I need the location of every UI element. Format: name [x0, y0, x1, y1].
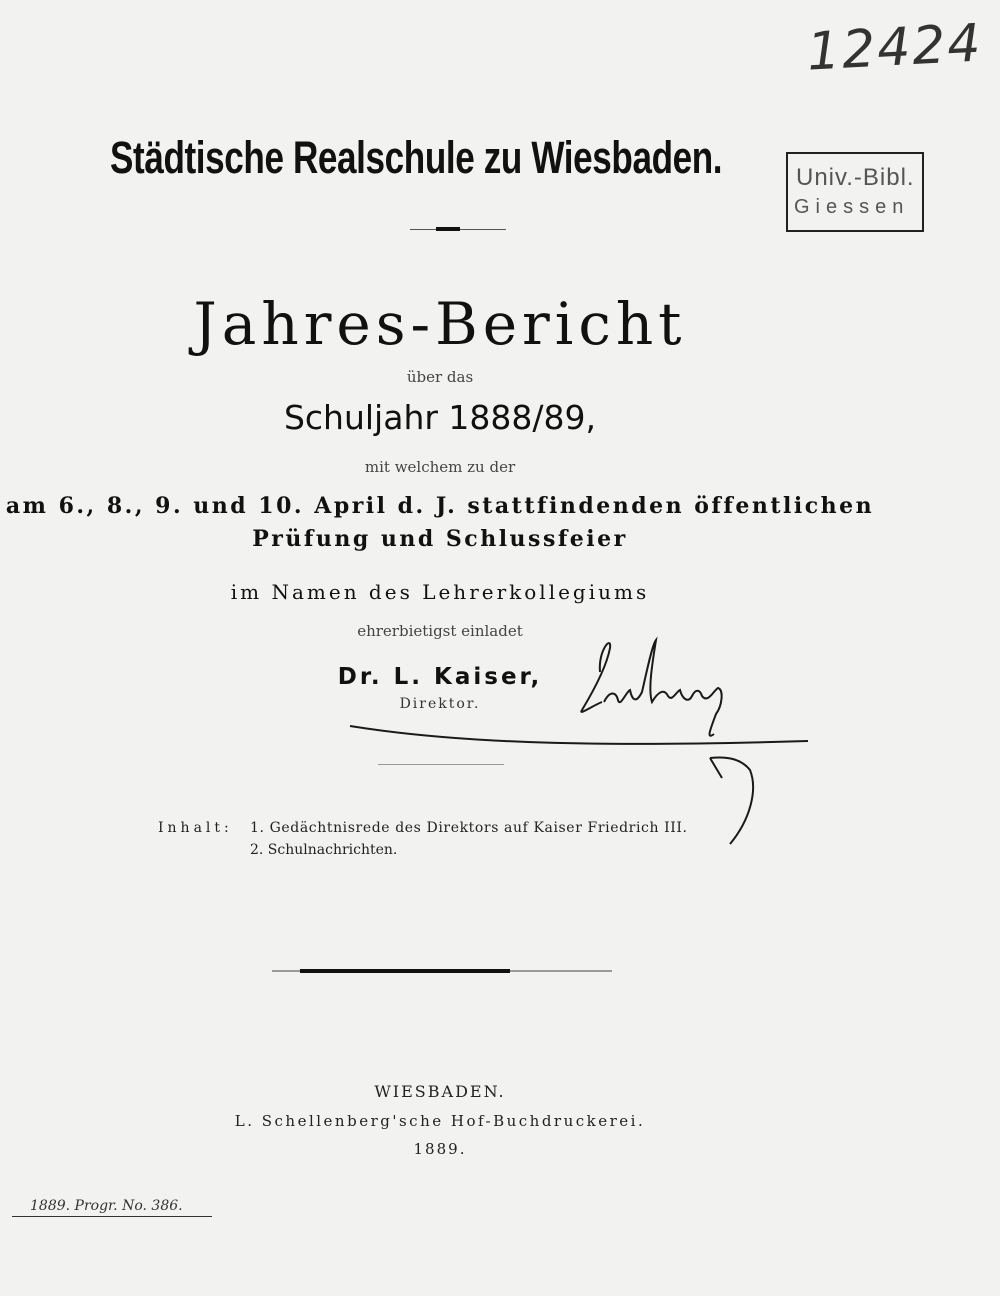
report-title: Jahres-Bericht	[193, 290, 687, 358]
imprint-year: 1889.	[413, 1140, 467, 1158]
director-name: Dr. L. Kaiser,	[337, 664, 543, 690]
heavy-divider-center	[300, 969, 510, 973]
on-behalf-text: im Namen des Lehrerkollegiums	[230, 580, 650, 604]
school-year: Schuljahr 1888/89,	[283, 398, 597, 437]
invites-text: ehrerbietigst einladet	[357, 622, 523, 640]
library-stamp	[786, 152, 924, 232]
stamp-line-1: Univ.-Bibl.	[796, 164, 915, 191]
corner-handwritten-number: 12424	[805, 13, 984, 83]
catalog-footnote: 1889. Progr. No. 386.	[30, 1198, 183, 1214]
contents-item-1: 1. Gedächtnisrede des Direktors auf Kaiser Friedrich III.	[250, 820, 688, 836]
imprint-city: WIESBADEN.	[374, 1082, 506, 1101]
with-which-text: mit welchem zu der	[364, 458, 516, 476]
thin-divider	[378, 764, 504, 765]
over-the-text: über das	[406, 368, 474, 386]
stamp-line-2: Giessen	[794, 196, 910, 218]
imprint-printer: L. Schellenberg'sche Hof-Buchdruckerei.	[234, 1112, 646, 1130]
ornament-divider-center	[436, 227, 460, 231]
director-title: Direktor.	[399, 696, 481, 712]
contents-label: Inhalt:	[158, 820, 233, 836]
event-name-line: Prüfung und Schlussfeier	[252, 526, 628, 552]
contents-item-2: 2. Schulnachrichten.	[250, 842, 398, 858]
footnote-underline	[12, 1216, 212, 1217]
school-name-heading: Städtische Realschule zu Wiesbaden.	[110, 132, 723, 183]
event-dates-line: am 6., 8., 9. und 10. April d. J. stattfindenden öffentlichen	[5, 493, 875, 519]
signature-text	[610, 680, 655, 694]
